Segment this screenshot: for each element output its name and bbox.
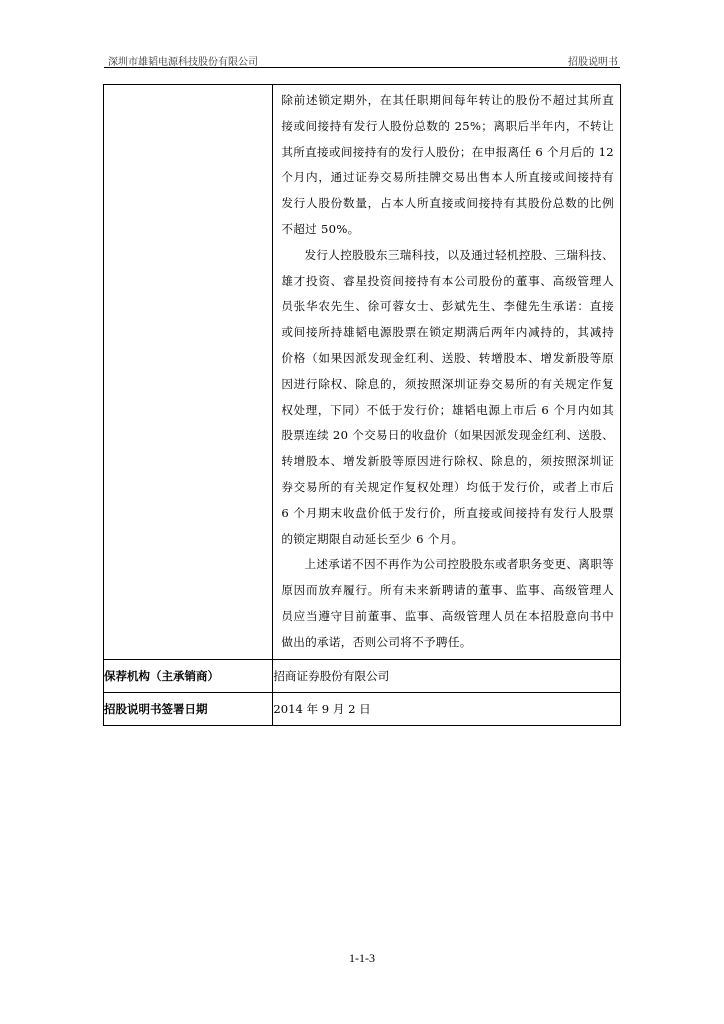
header-company-name: 深圳市雄韬电源科技股份有限公司: [108, 57, 258, 68]
commitment-paragraph-3: 上述承诺不因不再作为公司控股股东或者职务变更、离职等原因而放弃履行。所有未来新聘请的董事、监事、高级管理人员应当遵守目前董事、监事、高级管理人员在本招股意向书中做出的承诺，否则公司将不予聘任。: [281, 557, 614, 649]
sponsor-value: 招商证券股份有限公司: [273, 659, 621, 692]
commitment-text-cell: [273, 85, 621, 660]
header-document-type: 招股说明书: [568, 57, 618, 68]
commitment-label-cell: [104, 85, 273, 660]
commitment-row: [104, 85, 621, 660]
signing-date-value: 2014 年 9 月 2 日: [273, 692, 621, 725]
commitment-paragraph-1: 除前述锁定期外，在其任职期间每年转让的股份不超过其所直接或间接持有发行人股份总数的 25%；离职后半年内，不转让其所直接或间接持有的发行人股份；在申报离任 6 个月后的 12 个月内，通过证券交易所挂牌交易出售本人所直接或间接持有发行人股份数量，占本人所直接或间接持有其股份总数的比例不超过 50%。: [281, 93, 614, 236]
header-divider: [104, 67, 620, 68]
signing-date-row: [104, 692, 621, 725]
sponsor-row: [104, 659, 621, 692]
signing-date-label: 招股说明书签署日期: [104, 692, 273, 725]
page-number: 1-1-3: [349, 951, 375, 965]
sponsor-label: 保荐机构（主承销商）: [104, 659, 273, 692]
commitment-paragraph-2: 发行人控股股东三瑞科技，以及通过轻机控股、三瑞科技、雄才投资、睿星投资间接持有本公司股份的董事、高级管理人员张华农先生、徐可蓉女士、彭斌先生、李健先生承诺：直接或间接所持雄韬电源股票在锁定期满后两年内减持的，其减持价格（如果因派发现金红利、送股、转增股本、增发新股等原因进行除权、除息的，须按照深圳证券交易所的有关规定作复权处理，下同）不低于发行价；雄韬电源上市后 6 个月内如其股票连续 20 个交易日的收盘价（如果因派发现金红利、送股、转增股本、增发新股等原因进行除权、除息的，须按照深圳证券交易所的有关规定作复权处理）均低于发行价，或者上市后 6 个月期末收盘价低于发行价，所直接或间接持有发行人股票的锁定期限自动延长至少 6 个月。: [281, 247, 614, 546]
info-table: [103, 84, 621, 726]
page-header: [104, 51, 620, 67]
